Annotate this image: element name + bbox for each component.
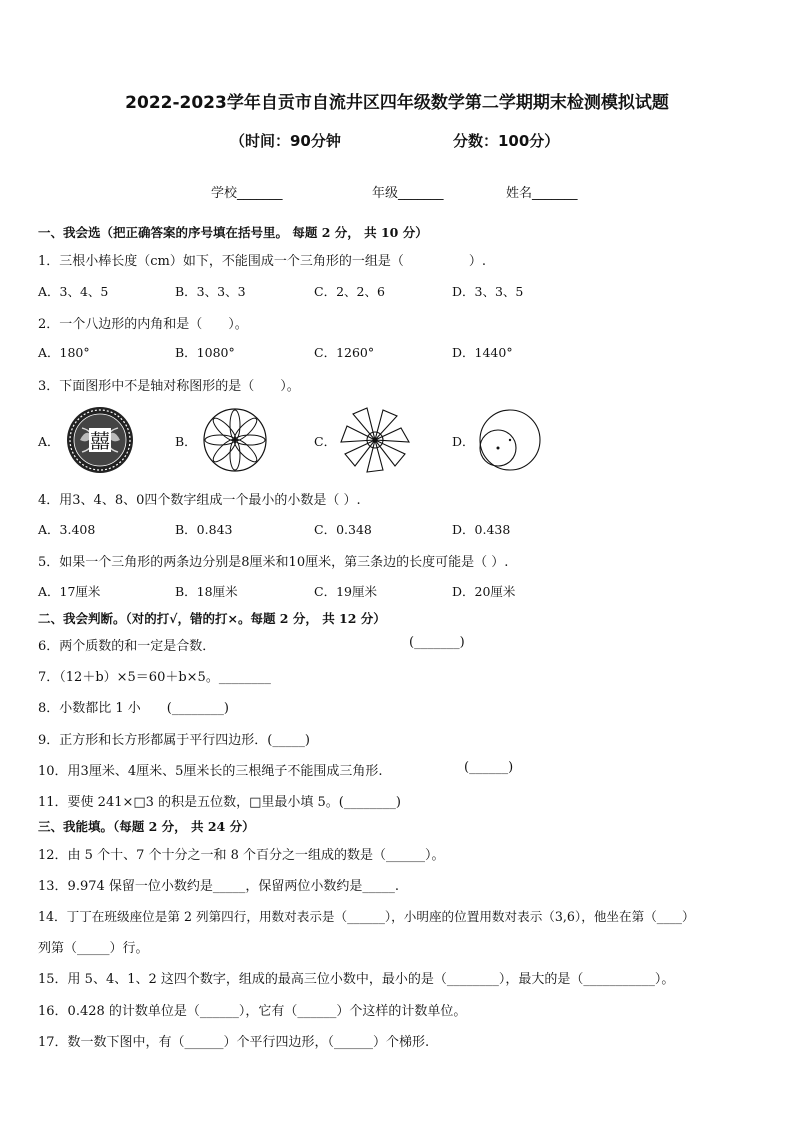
q5-option-b: B．18厘米	[175, 584, 238, 599]
q2-option-b: B．1080°	[175, 345, 235, 360]
question-1: 1．三根小棒长度（cm）如下，不能围成一个三角形的一组是（ ）.	[38, 254, 487, 269]
q4-option-c: C．0.348	[314, 522, 372, 537]
q6-answer-blank[interactable]: (_______)	[409, 635, 465, 650]
grade-field[interactable]: 年级_______	[372, 186, 444, 201]
question-11: 11．要使 241×□3 的积是五位数，□里最小填 5。(________)	[38, 795, 401, 810]
page-title: 2022-2023学年自贡市自流井区四年级数学第二学期期末检测模拟试题	[125, 93, 669, 113]
exam-score: 分数：100分）	[453, 132, 560, 150]
two-circles-figure	[478, 408, 542, 472]
question-15: 15．用 5、4、1、2 这四个数字，组成的最高三位小数中，最小的是（________），最大的是（___________）。	[38, 972, 675, 987]
q1-option-d: D．3、3、5	[452, 284, 524, 299]
q4-option-b: B．0.843	[175, 522, 233, 537]
q5-option-d: D．20厘米	[452, 584, 516, 599]
question-3: 3．下面图形中不是轴对称图形的是（ ）。	[38, 379, 300, 394]
q3-option-c: C．	[314, 434, 337, 449]
question-17: 17．数一数下图中，有（______）个平行四边形，（______）个梯形.	[38, 1035, 430, 1050]
q3-option-a: A．	[38, 434, 60, 449]
q2-option-a: A．180°	[38, 345, 90, 360]
double-happiness-medallion-figure	[66, 406, 134, 474]
question-14-continued: 列第（_____）行。	[38, 941, 149, 956]
question-2: 2．一个八边形的内角和是（ ）。	[38, 317, 248, 332]
pinwheel-figure	[339, 406, 411, 474]
question-6: 6．两个质数的和一定是合数．	[38, 639, 216, 654]
question-4: 4．用3、4、8、0四个数字组成一个最小的小数是（ ）.	[38, 493, 361, 508]
question-7: 7．（12＋b）×5＝60＋b×5。________	[38, 670, 271, 685]
q1-option-b: B．3、3、3	[175, 284, 246, 299]
section-heading-3: 三、我能填。（每题 2 分， 共 24 分）	[38, 819, 255, 834]
question-8: 8．小数都比 1 小 (________)	[38, 701, 229, 716]
question-9: 9．正方形和长方形都属于平行四边形．(_____)	[38, 733, 310, 748]
q5-option-c: C．19厘米	[314, 584, 377, 599]
q4-option-d: D．0.438	[452, 522, 511, 537]
q3-option-b: B．	[175, 434, 197, 449]
q5-option-a: A．17厘米	[38, 584, 101, 599]
section-heading-2: 二、我会判断。（对的打√，错的打×。每题 2 分， 共 12 分）	[38, 611, 386, 626]
name-field[interactable]: 姓名_______	[506, 186, 578, 201]
section-heading-1: 一、我会选（把正确答案的序号填在括号里。 每题 2 分， 共 10 分）	[38, 225, 428, 240]
q10-answer-blank[interactable]: (______)	[464, 760, 514, 775]
question-5: 5．如果一个三角形的两条边分别是8厘米和10厘米，第三条边的长度可能是（ ）.	[38, 555, 509, 570]
question-10: 10．用3厘米、4厘米、5厘米长的三根绳子不能围成三角形.	[38, 764, 383, 779]
q1-option-c: C．2、2、6	[314, 284, 385, 299]
q2-option-c: C．1260°	[314, 345, 375, 360]
q4-option-a: A．3.408	[38, 522, 96, 537]
flower-circle-figure	[203, 408, 267, 472]
double-happiness-glyph: 囍	[90, 429, 110, 453]
exam-time: （时间：90分钟	[230, 132, 341, 150]
q3-option-d: D．	[452, 434, 475, 449]
q2-option-d: D．1440°	[452, 345, 513, 360]
question-13: 13．9.974 保留一位小数约是_____，保留两位小数约是_____.	[38, 879, 400, 894]
q1-option-a: A．3、4、5	[38, 284, 109, 299]
school-field[interactable]: 学校_______	[211, 186, 283, 201]
question-12: 12．由 5 个十、7 个十分之一和 8 个百分之一组成的数是（______）。	[38, 848, 445, 863]
question-14: 14．丁丁在班级座位是第 2 列第四行，用数对表示是（______），小明座的位置用数对表示（3,6），他坐在第（____）	[38, 909, 695, 924]
question-16: 16．0.428 的计数单位是（______），它有（______）个这样的计数单位。	[38, 1004, 467, 1019]
